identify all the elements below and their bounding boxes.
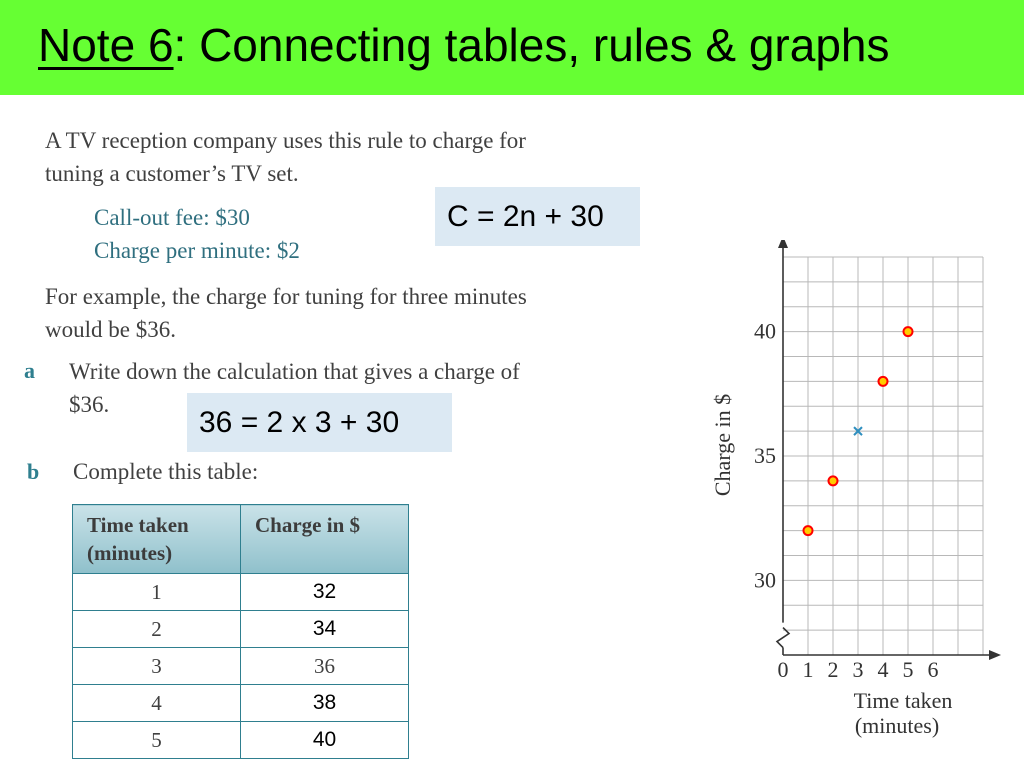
charge-cell: 34 xyxy=(241,611,409,648)
charge-cell: 32 xyxy=(241,574,409,611)
charge-cell: 36 xyxy=(241,648,409,685)
time-cell: 3 xyxy=(73,648,241,685)
rule-callout-fee: Call-out fee: $30 xyxy=(94,205,250,230)
y-tick-label: 35 xyxy=(754,443,776,468)
rule-charge-per-minute: Charge per minute: $2 xyxy=(94,238,300,263)
example-line-1: For example, the charge for tuning for three minutes xyxy=(45,284,527,309)
example-line-2: would be $36. xyxy=(45,317,176,342)
intro-line-1: A TV reception company uses this rule to charge for xyxy=(45,128,526,153)
time-cell: 2 xyxy=(73,611,241,648)
title-banner xyxy=(0,0,1024,95)
header-time-taken: Time taken (minutes) xyxy=(73,505,241,574)
graph-axes xyxy=(777,240,1001,660)
data-point xyxy=(804,526,813,535)
page-title xyxy=(38,18,890,72)
question-a-line-2: $36. xyxy=(69,392,110,417)
table-row xyxy=(73,611,409,648)
y-tick-label: 30 xyxy=(754,567,776,593)
time-cell: 5 xyxy=(73,722,241,759)
table-row xyxy=(73,722,409,759)
x-tick-label: 0 xyxy=(777,657,789,682)
time-cell: 1 xyxy=(73,574,241,611)
charge-cell: 38 xyxy=(241,685,409,722)
x-axis-arrow xyxy=(989,650,1001,660)
question-a-line-1: Write down the calculation that gives a charge of xyxy=(69,359,520,384)
x-tick-label: 3 xyxy=(852,657,864,682)
graph-grid xyxy=(783,257,983,655)
header-charge: Charge in $ xyxy=(241,505,409,574)
answer-a-box: 36 = 2 x 3 + 30 xyxy=(187,393,452,452)
time-cell: 4 xyxy=(73,685,241,722)
data-point xyxy=(904,327,913,336)
title-note-number: Note 6 xyxy=(38,19,174,71)
table-header-row xyxy=(73,505,409,574)
table-row xyxy=(73,574,409,611)
question-a-letter: a xyxy=(24,358,35,383)
data-point xyxy=(829,476,838,485)
y-axis-label: Charge in $ xyxy=(710,393,735,497)
question-b-letter: b xyxy=(27,459,40,484)
table-row xyxy=(73,685,409,722)
data-point xyxy=(879,377,888,386)
charge-graph xyxy=(700,240,1010,750)
x-tick-label: 5 xyxy=(902,657,914,682)
formula-box: C = 2n + 30 xyxy=(435,187,640,246)
title-text: : Connecting tables, rules & graphs xyxy=(173,19,890,71)
y-axis-arrow xyxy=(778,240,788,248)
table-row xyxy=(73,648,409,685)
x-tick-label: 2 xyxy=(827,657,839,682)
x-tick-label: 4 xyxy=(877,657,889,682)
x-axis-label-line-1: Time taken xyxy=(853,688,953,713)
x-tick-label: 1 xyxy=(802,657,814,682)
question-b-text: Complete this table: xyxy=(73,459,259,484)
charge-cell: 40 xyxy=(241,722,409,759)
x-axis-label-line-2: (minutes) xyxy=(854,713,940,738)
intro-line-2: tuning a customer’s TV set. xyxy=(45,161,299,186)
y-tick-label: 40 xyxy=(754,318,776,344)
charge-table xyxy=(72,504,409,759)
x-tick-label: 6 xyxy=(927,657,939,682)
graph-tick-labels xyxy=(754,319,939,682)
